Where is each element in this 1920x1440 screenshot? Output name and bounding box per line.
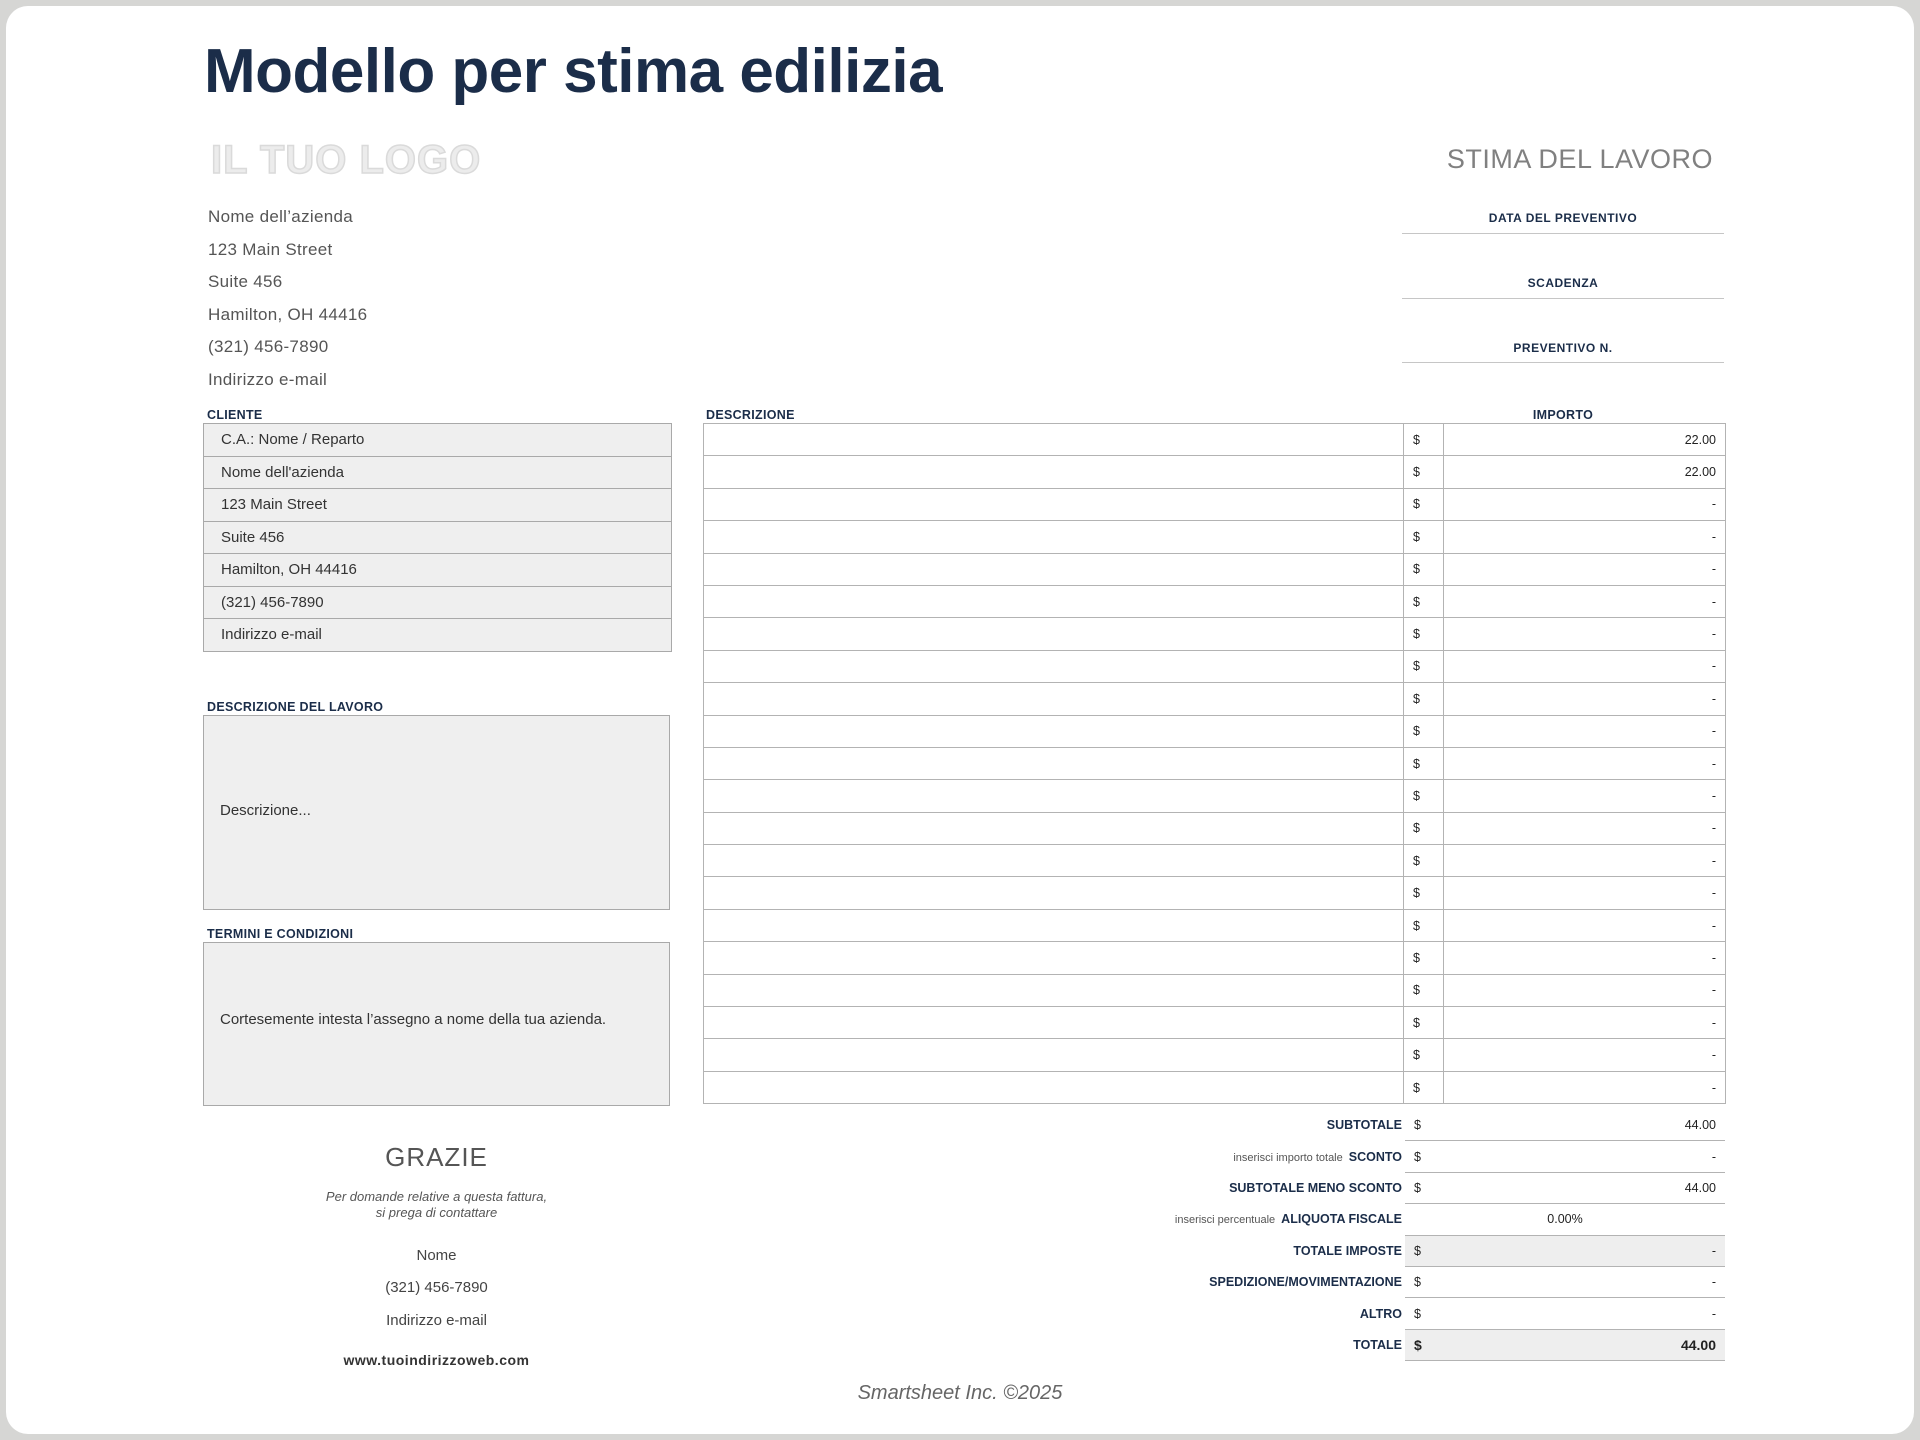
tax-rate-label-cell — [1106, 1204, 1405, 1235]
line-item-row — [704, 845, 1726, 877]
currency-symbol: $ — [1404, 456, 1444, 488]
line-item-amount[interactable]: - — [1444, 715, 1726, 747]
line-item-amount[interactable]: - — [1444, 974, 1726, 1006]
amount-column-header: IMPORTO — [1532, 408, 1594, 422]
job-description-label: DESCRIZIONE DEL LAVORO — [207, 700, 384, 714]
currency-symbol: $ — [1404, 424, 1444, 456]
tax-rate-hint: inserisci percentuale — [1174, 1214, 1276, 1227]
line-item-description[interactable] — [704, 909, 1404, 941]
client-row[interactable]: Nome dell'azienda — [204, 457, 671, 490]
currency-symbol: $ — [1404, 488, 1444, 520]
line-item-description[interactable] — [704, 618, 1404, 650]
due-date-label: SCADENZA — [1527, 276, 1599, 290]
other-value[interactable]: - — [1445, 1298, 1725, 1329]
line-item-row — [704, 1007, 1726, 1039]
currency-symbol: $ — [1404, 780, 1444, 812]
currency-symbol: $ — [1404, 585, 1444, 617]
currency-symbol: $ — [1404, 683, 1444, 715]
line-item-row — [704, 747, 1726, 779]
client-row[interactable]: C.A.: Nome / Reparto — [204, 424, 671, 457]
client-label: CLIENTE — [207, 408, 263, 422]
line-item-description[interactable] — [704, 585, 1404, 617]
line-item-amount[interactable]: - — [1444, 553, 1726, 585]
line-item-description[interactable] — [704, 780, 1404, 812]
terms-label: TERMINI E CONDIZIONI — [207, 927, 354, 941]
thanks-title: GRAZIE — [385, 1142, 488, 1172]
client-row[interactable]: 123 Main Street — [204, 489, 671, 522]
currency-symbol: $ — [1404, 747, 1444, 779]
line-item-row — [704, 585, 1726, 617]
line-items-table — [703, 423, 1726, 1104]
currency-symbol: $ — [1404, 1039, 1444, 1071]
line-item-row — [704, 618, 1726, 650]
currency-symbol: $ — [1404, 845, 1444, 877]
client-row[interactable]: Suite 456 — [204, 522, 671, 555]
company-name: Nome dell’azienda — [208, 207, 353, 226]
line-item-amount[interactable]: - — [1444, 618, 1726, 650]
line-item-description[interactable] — [704, 845, 1404, 877]
currency-symbol: $ — [1405, 1266, 1445, 1297]
total-tax-value: - — [1445, 1235, 1725, 1266]
page-title: Modello per stima edilizia — [204, 37, 943, 106]
line-item-amount[interactable]: - — [1444, 909, 1726, 941]
tax-rate-label: ALIQUOTA FISCALE — [1281, 1212, 1402, 1227]
line-item-description[interactable] — [704, 650, 1404, 682]
currency-symbol: $ — [1404, 650, 1444, 682]
shipping-value[interactable]: - — [1445, 1266, 1725, 1297]
line-item-row — [704, 942, 1726, 974]
line-item-description[interactable] — [704, 1071, 1404, 1103]
currency-symbol: $ — [1404, 942, 1444, 974]
terms-text: Cortesemente intesta l’assegno a nome della tua azienda. — [220, 1011, 607, 1028]
summary-table — [1106, 1110, 1725, 1361]
tax-rate-value[interactable]: 0.00% — [1405, 1204, 1725, 1235]
line-item-amount[interactable]: - — [1444, 812, 1726, 844]
line-item-description[interactable] — [704, 715, 1404, 747]
line-item-description[interactable] — [704, 1039, 1404, 1071]
line-item-amount[interactable]: - — [1444, 1039, 1726, 1071]
currency-symbol: $ — [1404, 974, 1444, 1006]
line-item-row — [704, 650, 1726, 682]
line-item-row — [704, 715, 1726, 747]
line-item-row — [704, 877, 1726, 909]
line-item-amount[interactable]: - — [1444, 585, 1726, 617]
currency-symbol: $ — [1405, 1298, 1445, 1329]
other-label: ALTRO — [1359, 1306, 1402, 1321]
currency-symbol: $ — [1404, 553, 1444, 585]
line-item-row — [704, 909, 1726, 941]
currency-symbol: $ — [1404, 1007, 1444, 1039]
line-item-description[interactable] — [704, 456, 1404, 488]
currency-symbol: $ — [1405, 1172, 1445, 1203]
line-item-description[interactable] — [704, 683, 1404, 715]
line-item-amount[interactable]: - — [1444, 650, 1726, 682]
client-row[interactable]: Indirizzo e-mail — [221, 626, 322, 643]
shipping-label: SPEDIZIONE/MOVIMENTAZIONE — [1209, 1275, 1402, 1290]
line-item-description[interactable] — [704, 553, 1404, 585]
line-item-amount[interactable]: - — [1444, 521, 1726, 553]
subtotal-value: 44.00 — [1445, 1110, 1725, 1141]
line-item-description[interactable] — [704, 1007, 1404, 1039]
line-item-amount[interactable]: - — [1444, 780, 1726, 812]
line-item-amount[interactable]: - — [1444, 877, 1726, 909]
company-suite: Suite 456 — [208, 272, 283, 291]
line-item-row — [704, 812, 1726, 844]
contact-note-line-2: si prega di contattare — [375, 1205, 498, 1220]
line-item-row — [704, 683, 1726, 715]
quote-date-label: DATA DEL PREVENTIVO — [1488, 211, 1638, 225]
line-item-row — [704, 974, 1726, 1006]
contact-name: Nome — [416, 1247, 457, 1264]
line-item-amount[interactable]: - — [1444, 845, 1726, 877]
quote-number-label: PREVENTIVO N. — [1513, 341, 1613, 355]
line-item-amount[interactable]: - — [1444, 747, 1726, 779]
line-item-amount[interactable]: 22.00 — [1444, 424, 1726, 456]
discount-hint: inserisci importo totale — [1233, 1151, 1343, 1164]
line-item-description[interactable] — [704, 812, 1404, 844]
line-item-description[interactable] — [704, 974, 1404, 1006]
company-city: Hamilton, OH 44416 — [208, 305, 368, 324]
line-item-description[interactable] — [704, 424, 1404, 456]
client-row[interactable]: (321) 456-7890 — [204, 587, 671, 620]
line-item-amount[interactable]: - — [1444, 1071, 1726, 1103]
currency-symbol: $ — [1404, 877, 1444, 909]
description-column-header: DESCRIZIONE — [706, 408, 795, 422]
line-item-description[interactable] — [704, 942, 1404, 974]
discount-label: SCONTO — [1348, 1149, 1402, 1164]
line-item-row — [704, 424, 1726, 456]
discount-label-cell — [1106, 1141, 1405, 1172]
currency-symbol: $ — [1404, 521, 1444, 553]
currency-symbol: $ — [1405, 1329, 1445, 1360]
line-item-amount[interactable]: - — [1444, 683, 1726, 715]
website-link[interactable]: www.tuoindirizzoweb.com — [343, 1352, 530, 1368]
currency-symbol: $ — [1405, 1141, 1445, 1172]
line-item-row — [704, 1039, 1726, 1071]
quote-number-field[interactable] — [1402, 362, 1724, 363]
line-item-amount[interactable]: - — [1444, 942, 1726, 974]
contact-note — [203, 1189, 670, 1221]
subtotal-less-discount-value: 44.00 — [1445, 1172, 1725, 1203]
total-label: TOTALE — [1353, 1337, 1402, 1352]
currency-symbol: $ — [1404, 812, 1444, 844]
due-date-field[interactable] — [1402, 298, 1724, 299]
line-item-description[interactable] — [704, 521, 1404, 553]
contact-phone: (321) 456-7890 — [385, 1279, 488, 1296]
contact-note-line-1: Per domande relative a questa fattura, — [325, 1189, 548, 1204]
line-item-row — [704, 1071, 1726, 1103]
line-item-amount[interactable]: - — [1444, 488, 1726, 520]
client-box — [203, 423, 672, 652]
contact-email: Indirizzo e-mail — [386, 1312, 487, 1329]
currency-symbol: $ — [1404, 715, 1444, 747]
job-description-text: Descrizione... — [220, 802, 311, 819]
line-item-row — [704, 521, 1726, 553]
terms-box[interactable] — [203, 942, 670, 1106]
total-tax-label: TOTALE IMPOSTE — [1293, 1243, 1402, 1258]
subtotal-less-discount-label: SUBTOTALE MENO SCONTO — [1229, 1180, 1402, 1195]
line-item-row — [704, 488, 1726, 520]
logo-placeholder: IL TUO LOGO — [211, 138, 482, 182]
company-email: Indirizzo e-mail — [208, 370, 328, 389]
currency-symbol: $ — [1405, 1110, 1445, 1141]
line-item-row — [704, 553, 1726, 585]
currency-symbol: $ — [1404, 909, 1444, 941]
currency-symbol: $ — [1405, 1235, 1445, 1266]
line-item-row — [704, 456, 1726, 488]
line-item-row — [704, 780, 1726, 812]
total-value: 44.00 — [1445, 1329, 1725, 1360]
job-description-box[interactable] — [203, 715, 670, 910]
line-item-description[interactable] — [704, 747, 1404, 779]
line-item-description[interactable] — [704, 877, 1404, 909]
currency-symbol: $ — [1404, 1071, 1444, 1103]
company-phone: (321) 456-7890 — [208, 337, 329, 356]
line-item-amount[interactable]: 22.00 — [1444, 456, 1726, 488]
estimate-title: STIMA DEL LAVORO — [1446, 144, 1713, 174]
currency-symbol: $ — [1404, 618, 1444, 650]
line-item-amount[interactable]: - — [1444, 1007, 1726, 1039]
footer-copyright: Smartsheet Inc. ©2025 — [857, 1382, 1063, 1404]
line-item-description[interactable] — [704, 488, 1404, 520]
quote-date-field[interactable] — [1402, 233, 1724, 234]
discount-value[interactable]: - — [1445, 1141, 1725, 1172]
estimate-sheet — [6, 6, 1914, 1434]
company-street: 123 Main Street — [208, 240, 333, 259]
client-row[interactable]: Hamilton, OH 44416 — [204, 554, 671, 587]
subtotal-label: SUBTOTALE — [1326, 1118, 1402, 1133]
